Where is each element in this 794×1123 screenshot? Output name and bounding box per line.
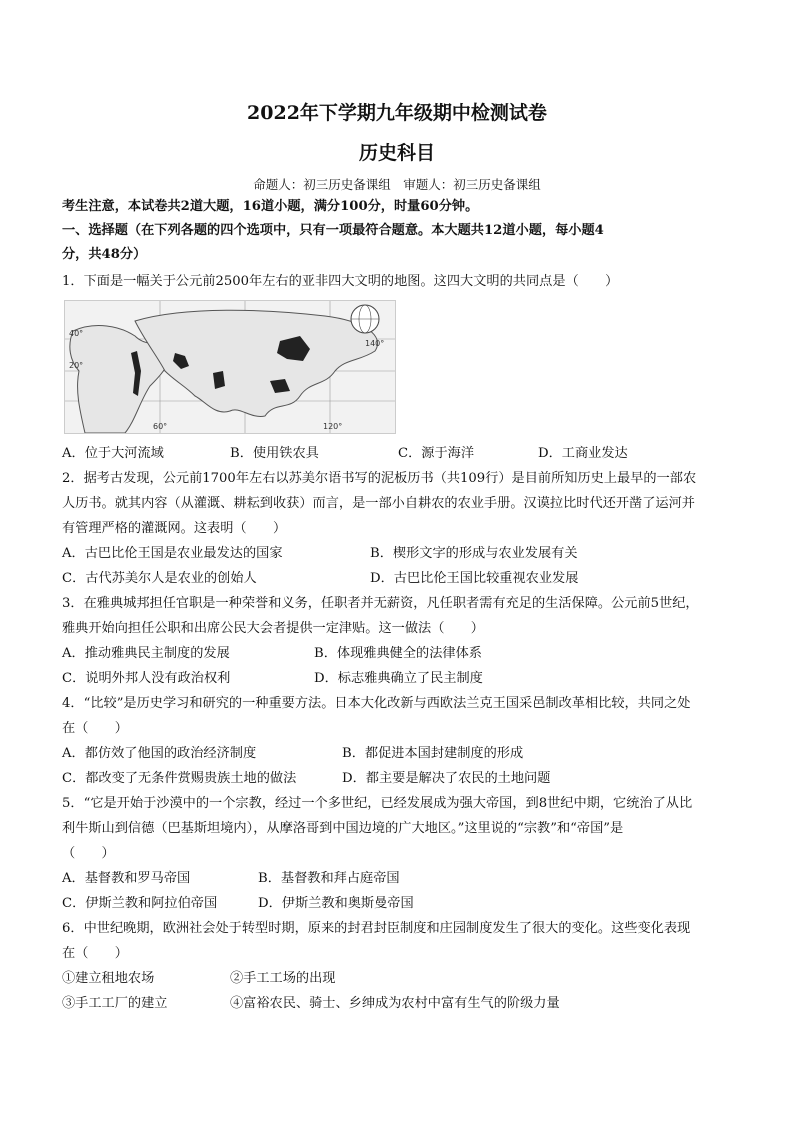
q3-option-d: D．标志雅典确立了民主制度 [314, 671, 483, 686]
q1-stem: 1．下面是一幅关于公元前2500年左右的亚非四大文明的地图。这四大文明的共同点是（ ） [62, 274, 619, 289]
q4-option-a: A．都仿效了他国的政治经济制度 [62, 746, 257, 761]
q2-stem-line3: 有管理严格的灌溉网。这表明（ ） [62, 521, 287, 536]
q4-stem-line2: 在（ ） [62, 721, 128, 736]
q5-stem-line1: 5．“它是开始于沙漠中的一个宗教，经过一个多世纪，已经发展成为强大帝国，到8世纪中期，它统治了从比 [62, 796, 693, 811]
q2-option-a: A．古巴比伦王国是农业最发达的国家 [62, 546, 283, 561]
q1-option-b: B．使用铁农具 [230, 446, 319, 461]
exam-notice: 考生注意，本试卷共2道大题，16道小题，满分100分，时量60分钟。 [62, 199, 479, 214]
map-lon-label-1: 60° [153, 422, 168, 431]
q4-option-d: D．都主要是解决了农民的土地问题 [342, 771, 551, 786]
q3-option-a: A．推动雅典民主制度的发展 [62, 646, 230, 661]
q5-stem-line2: 利牛斯山到信德（巴基斯坦境内），从摩洛哥到中国边境的广大地区。”这里说的“宗教”和“帝国”是 [62, 821, 624, 836]
map-lat-label-2: 20° [69, 361, 84, 370]
map-lon-label-2: 120° [323, 422, 343, 431]
q3-stem-line2: 雅典开始向担任公职和出席公民大会者提供一定津贴。这一做法（ ） [62, 621, 484, 636]
q1-option-d: D．工商业发达 [538, 446, 628, 461]
section-heading-line1: 一、选择题（在下列各题的四个选项中，只有一项最符合题意。本大题共12道小题，每小题4 [62, 223, 604, 238]
authors-line: 命题人：初三历史备课组 审题人：初三历史备课组 [253, 177, 541, 192]
q3-option-c: C．说明外邦人没有政治权利 [62, 671, 231, 686]
q1-option-a: A．位于大河流域 [62, 446, 164, 461]
q4-option-b: B．都促进本国封建制度的形成 [342, 746, 524, 761]
q4-stem-line1: 4．“比较”是历史学习和研究的一种重要方法。日本大化改新与西欧法兰克王国采邑制改革相比较，共同之处 [62, 696, 691, 711]
q2-option-c: C．古代苏美尔人是农业的创始人 [62, 571, 257, 586]
q6-item-4: ④富裕农民、骑士、乡绅成为农村中富有生气的阶级力量 [230, 996, 560, 1011]
map-lat-label-1: 40° [69, 329, 84, 338]
section-heading-line2: 分，共48分） [62, 247, 147, 262]
q6-item-1: ①建立租地农场 [62, 971, 155, 986]
q3-option-b: B．体现雅典健全的法律体系 [314, 646, 482, 661]
q5-stem-line3: （ ） [62, 846, 115, 861]
q1-option-c: C．源于海洋 [398, 446, 475, 461]
q5-option-a: A．基督教和罗马帝国 [62, 871, 191, 886]
q6-stem-line1: 6．中世纪晚期，欧洲社会处于转型时期，原来的封君封臣制度和庄园制度发生了很大的变化。这些变化表现 [62, 921, 691, 936]
q6-stem-line2: 在（ ） [62, 946, 128, 961]
q2-option-b: B．楔形文字的形成与农业发展有关 [370, 546, 578, 561]
q5-option-b: B．基督教和拜占庭帝国 [258, 871, 400, 886]
q2-option-d: D．古巴比伦王国比较重视农业发展 [370, 571, 579, 586]
subject-title: 历史科目 [358, 142, 435, 164]
q5-option-c: C．伊斯兰教和阿拉伯帝国 [62, 896, 218, 911]
q6-item-2: ②手工工场的出现 [230, 971, 336, 986]
q2-stem-line2: 人历书。就其内容（从灌溉、耕耘到收获）而言，是一部小自耕农的农业手册。汉谟拉比时代还开凿了运河并 [62, 496, 695, 511]
q3-stem-line1: 3．在雅典城邦担任官职是一种荣誉和义务，任职者并无薪资，凡任职者需有充足的生活保障。公元前5世纪， [62, 596, 699, 611]
exam-title: 2022年下学期九年级期中检测试卷 [247, 102, 547, 124]
q5-option-d: D．伊斯兰教和奥斯曼帝国 [258, 896, 414, 911]
map-lon-label-3: 140° [365, 339, 385, 348]
q2-stem-line1: 2．据考古发现，公元前1700年左右以苏美尔语书写的泥板历书（共109行）是目前所知历史上最早的一部农 [62, 471, 697, 486]
q6-item-3: ③手工工厂的建立 [62, 996, 168, 1011]
ancient-civilizations-map [64, 300, 396, 434]
q4-option-c: C．都改变了无条件赏赐贵族土地的做法 [62, 771, 297, 786]
